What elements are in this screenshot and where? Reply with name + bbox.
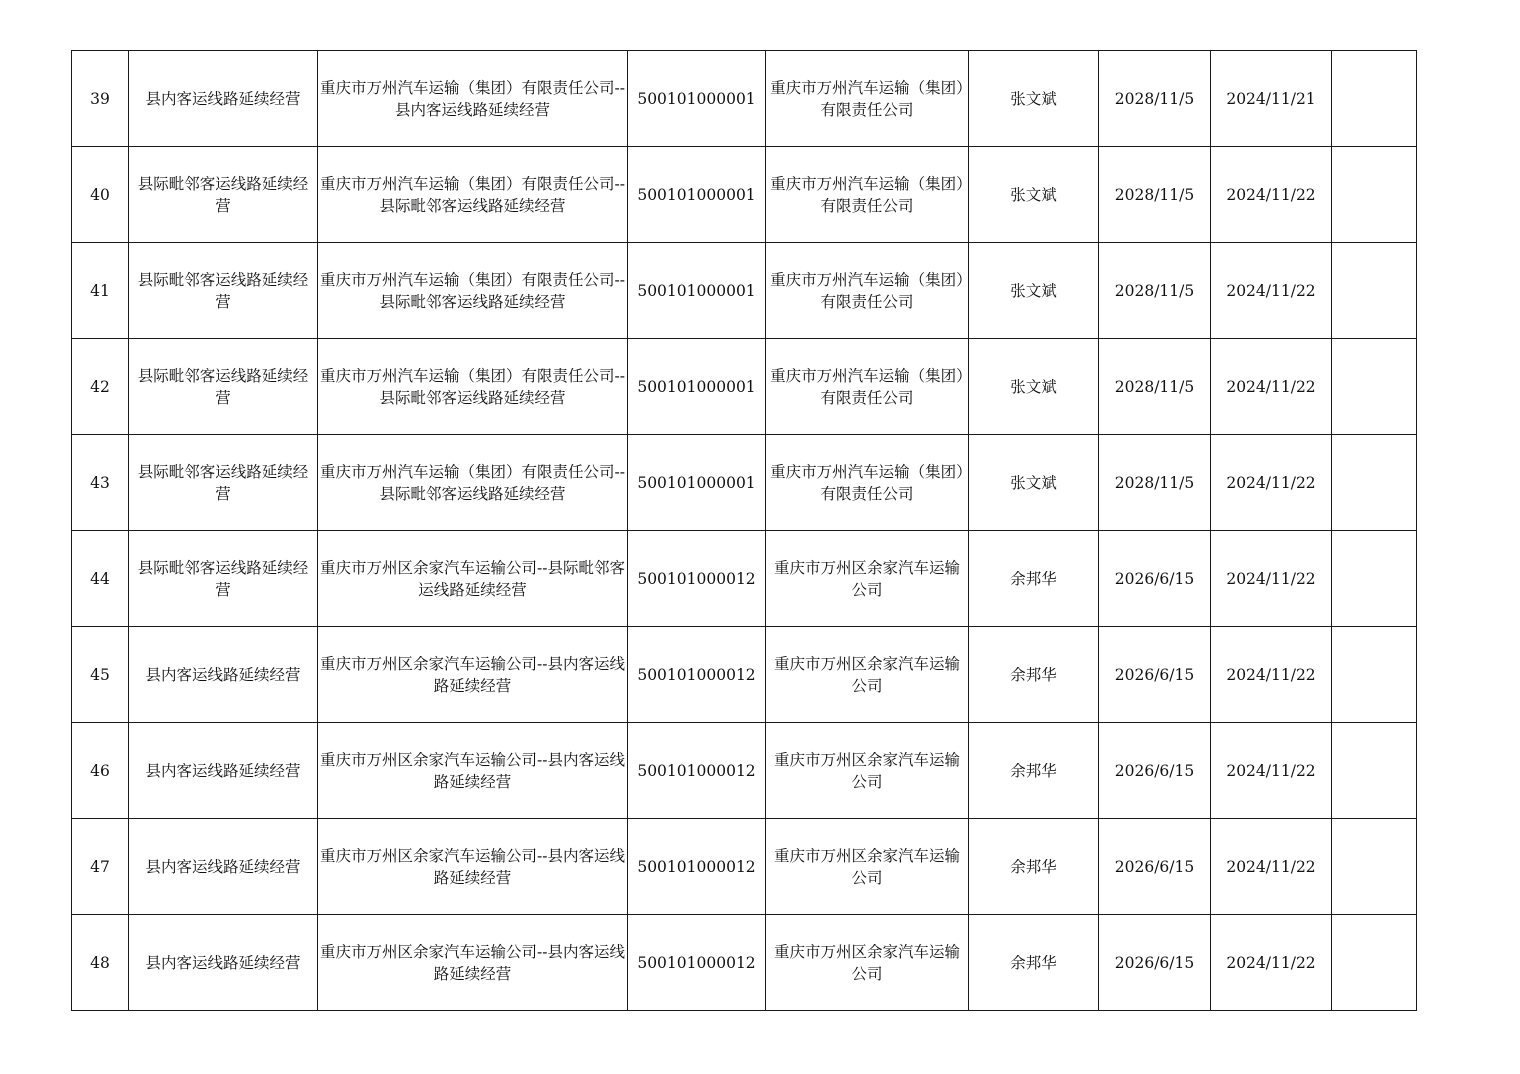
- license-table-body: [72, 51, 1417, 1011]
- license-name-cell: 重庆市万州区余家汽车运输公司--县际毗邻客运线路延续经营: [318, 531, 628, 627]
- decision-date-cell: 2024/11/22: [1211, 819, 1332, 915]
- credit-code-cell: 500101000001: [628, 339, 766, 435]
- legal-person-cell: 余邦华: [969, 915, 1099, 1011]
- row-number-cell: 48: [72, 915, 129, 1011]
- license-name-cell: 重庆市万州区余家汽车运输公司--县内客运线路延续经营: [318, 723, 628, 819]
- legal-person-cell: 余邦华: [969, 531, 1099, 627]
- legal-person-cell: 余邦华: [969, 723, 1099, 819]
- row-number-cell: 44: [72, 531, 129, 627]
- table-row: [72, 339, 1417, 435]
- license-type-cell: 县际毗邻客运线路延续经营: [129, 531, 318, 627]
- expiry-date-cell: 2028/11/5: [1099, 243, 1211, 339]
- row-number-cell: 46: [72, 723, 129, 819]
- decision-date-cell: 2024/11/22: [1211, 627, 1332, 723]
- decision-date-cell: 2024/11/22: [1211, 243, 1332, 339]
- license-type-cell: 县内客运线路延续经营: [129, 51, 318, 147]
- license-type-cell: 县际毗邻客运线路延续经营: [129, 339, 318, 435]
- remarks-cell: [1332, 243, 1417, 339]
- license-type-cell: 县内客运线路延续经营: [129, 819, 318, 915]
- license-type-cell: 县内客运线路延续经营: [129, 627, 318, 723]
- license-name-cell: 重庆市万州汽车运输（集团）有限责任公司--县际毗邻客运线路延续经营: [318, 339, 628, 435]
- remarks-cell: [1332, 339, 1417, 435]
- remarks-cell: [1332, 915, 1417, 1011]
- credit-code-cell: 500101000012: [628, 723, 766, 819]
- license-type-cell: 县内客运线路延续经营: [129, 723, 318, 819]
- expiry-date-cell: 2026/6/15: [1099, 723, 1211, 819]
- expiry-date-cell: 2026/6/15: [1099, 819, 1211, 915]
- table-row: [72, 531, 1417, 627]
- remarks-cell: [1332, 819, 1417, 915]
- license-name-cell: 重庆市万州区余家汽车运输公司--县内客运线路延续经营: [318, 819, 628, 915]
- license-name-cell: 重庆市万州汽车运输（集团）有限责任公司--县际毗邻客运线路延续经营: [318, 147, 628, 243]
- credit-code-cell: 500101000012: [628, 531, 766, 627]
- expiry-date-cell: 2026/6/15: [1099, 531, 1211, 627]
- row-number-cell: 47: [72, 819, 129, 915]
- remarks-cell: [1332, 435, 1417, 531]
- remarks-cell: [1332, 723, 1417, 819]
- expiry-date-cell: 2026/6/15: [1099, 915, 1211, 1011]
- credit-code-cell: 500101000012: [628, 915, 766, 1011]
- table-row: [72, 627, 1417, 723]
- legal-person-cell: 张文斌: [969, 243, 1099, 339]
- legal-person-cell: 张文斌: [969, 339, 1099, 435]
- legal-person-cell: 余邦华: [969, 819, 1099, 915]
- decision-date-cell: 2024/11/22: [1211, 435, 1332, 531]
- legal-person-cell: 张文斌: [969, 435, 1099, 531]
- row-number-cell: 42: [72, 339, 129, 435]
- company-cell: 重庆市万州汽车运输（集团）有限责任公司: [766, 339, 969, 435]
- license-type-cell: 县际毗邻客运线路延续经营: [129, 243, 318, 339]
- license-type-cell: 县际毗邻客运线路延续经营: [129, 435, 318, 531]
- company-cell: 重庆市万州汽车运输（集团）有限责任公司: [766, 147, 969, 243]
- row-number-cell: 39: [72, 51, 129, 147]
- table-row: [72, 243, 1417, 339]
- remarks-cell: [1332, 531, 1417, 627]
- expiry-date-cell: 2028/11/5: [1099, 51, 1211, 147]
- legal-person-cell: 张文斌: [969, 51, 1099, 147]
- decision-date-cell: 2024/11/22: [1211, 531, 1332, 627]
- license-table: [71, 50, 1417, 1011]
- company-cell: 重庆市万州汽车运输（集团）有限责任公司: [766, 435, 969, 531]
- company-cell: 重庆市万州区余家汽车运输公司: [766, 915, 969, 1011]
- expiry-date-cell: 2028/11/5: [1099, 339, 1211, 435]
- table-row: [72, 723, 1417, 819]
- table-row: [72, 819, 1417, 915]
- table-row: [72, 915, 1417, 1011]
- license-type-cell: 县际毗邻客运线路延续经营: [129, 147, 318, 243]
- expiry-date-cell: 2028/11/5: [1099, 435, 1211, 531]
- company-cell: 重庆市万州区余家汽车运输公司: [766, 723, 969, 819]
- legal-person-cell: 张文斌: [969, 147, 1099, 243]
- remarks-cell: [1332, 147, 1417, 243]
- decision-date-cell: 2024/11/22: [1211, 339, 1332, 435]
- table-row: [72, 435, 1417, 531]
- row-number-cell: 40: [72, 147, 129, 243]
- table-row: [72, 147, 1417, 243]
- credit-code-cell: 500101000001: [628, 435, 766, 531]
- decision-date-cell: 2024/11/22: [1211, 723, 1332, 819]
- remarks-cell: [1332, 51, 1417, 147]
- expiry-date-cell: 2028/11/5: [1099, 147, 1211, 243]
- credit-code-cell: 500101000001: [628, 51, 766, 147]
- decision-date-cell: 2024/11/22: [1211, 915, 1332, 1011]
- company-cell: 重庆市万州区余家汽车运输公司: [766, 531, 969, 627]
- table-row: [72, 51, 1417, 147]
- credit-code-cell: 500101000001: [628, 243, 766, 339]
- license-name-cell: 重庆市万州汽车运输（集团）有限责任公司--县内客运线路延续经营: [318, 51, 628, 147]
- credit-code-cell: 500101000001: [628, 147, 766, 243]
- legal-person-cell: 余邦华: [969, 627, 1099, 723]
- row-number-cell: 43: [72, 435, 129, 531]
- license-name-cell: 重庆市万州区余家汽车运输公司--县内客运线路延续经营: [318, 915, 628, 1011]
- company-cell: 重庆市万州汽车运输（集团）有限责任公司: [766, 243, 969, 339]
- license-name-cell: 重庆市万州汽车运输（集团）有限责任公司--县际毗邻客运线路延续经营: [318, 243, 628, 339]
- row-number-cell: 41: [72, 243, 129, 339]
- license-name-cell: 重庆市万州汽车运输（集团）有限责任公司--县际毗邻客运线路延续经营: [318, 435, 628, 531]
- company-cell: 重庆市万州区余家汽车运输公司: [766, 627, 969, 723]
- row-number-cell: 45: [72, 627, 129, 723]
- expiry-date-cell: 2026/6/15: [1099, 627, 1211, 723]
- decision-date-cell: 2024/11/21: [1211, 51, 1332, 147]
- license-name-cell: 重庆市万州区余家汽车运输公司--县内客运线路延续经营: [318, 627, 628, 723]
- license-type-cell: 县内客运线路延续经营: [129, 915, 318, 1011]
- credit-code-cell: 500101000012: [628, 819, 766, 915]
- company-cell: 重庆市万州区余家汽车运输公司: [766, 819, 969, 915]
- decision-date-cell: 2024/11/22: [1211, 147, 1332, 243]
- company-cell: 重庆市万州汽车运输（集团）有限责任公司: [766, 51, 969, 147]
- credit-code-cell: 500101000012: [628, 627, 766, 723]
- remarks-cell: [1332, 627, 1417, 723]
